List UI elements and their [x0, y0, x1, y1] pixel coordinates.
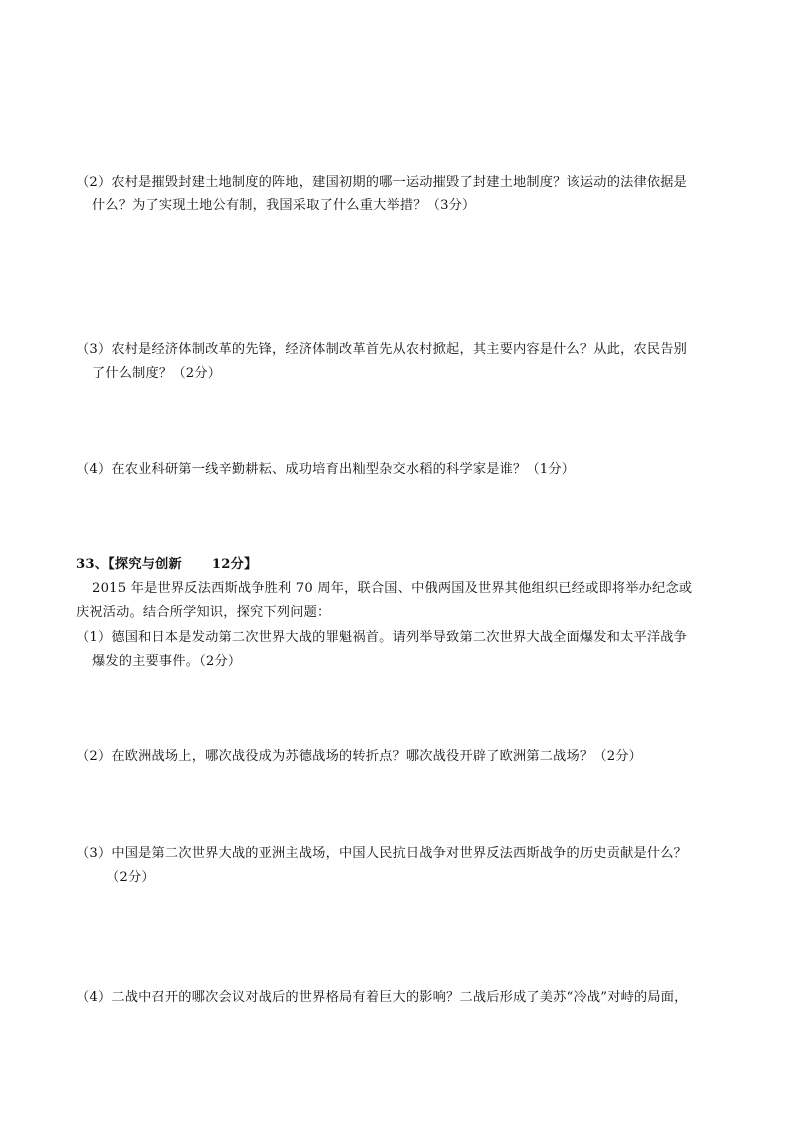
- q33-intro-line2: 庆祝活动。结合所学知识，探究下列问题：: [76, 605, 331, 620]
- q33-part1-line2: 爆发的主要事件。（2分）: [92, 654, 242, 669]
- q32-part2-line1: （2）农村是摧毁封建土地制度的阵地，建国初期的哪一运动摧毁了封建土地制度？该运动的法律依据是: [76, 175, 688, 190]
- q33-heading-title: 33、【探究与创新: [76, 557, 182, 572]
- q32-part4-line1: （4）在农业科研第一线辛勤耕耘、成功培育出籼型杂交水稻的科学家是谁？（1分）: [76, 462, 576, 477]
- q33-part3-line1: （3）中国是第二次世界大战的亚洲主战场，中国人民抗日战争对世界反法西斯战争的历史贡献是什么？: [76, 846, 688, 861]
- q33-intro-line1: 2015 年是世界反法西斯战争胜利 70 周年，联合国、中俄两国及世界其他组织已经或即将举办纪念或: [92, 581, 693, 596]
- q33-part4-line1: （4）二战中召开的哪次会议对战后的世界格局有着巨大的影响？二战后形成了美苏“冷战”对峙的局面，: [76, 990, 688, 1005]
- q32-part3-line1: （3）农村是经济体制改革的先锋，经济体制改革首先从农村掀起，其主要内容是什么？从此，农民告别: [76, 342, 688, 357]
- q33-part1-line1: （1）德国和日本是发动第二次世界大战的罪魁祸首。请列举导致第二次世界大战全面爆发和太平洋战争: [76, 630, 688, 645]
- q32-part3-line2: 了什么制度？（2分）: [92, 366, 222, 381]
- q33-part2-line1: （2）在欧洲战场上，哪次战役成为苏德战场的转折点？哪次战役开辟了欧洲第二战场？（2分）: [76, 749, 643, 764]
- q32-part2-line2: 什么？为了实现土地公有制，我国采取了什么重大举措？（3分）: [92, 198, 476, 213]
- q33-heading: [76, 556, 257, 574]
- q33-part3-line2: （2分）: [106, 870, 155, 885]
- q33-heading-score: 12分】: [211, 557, 258, 572]
